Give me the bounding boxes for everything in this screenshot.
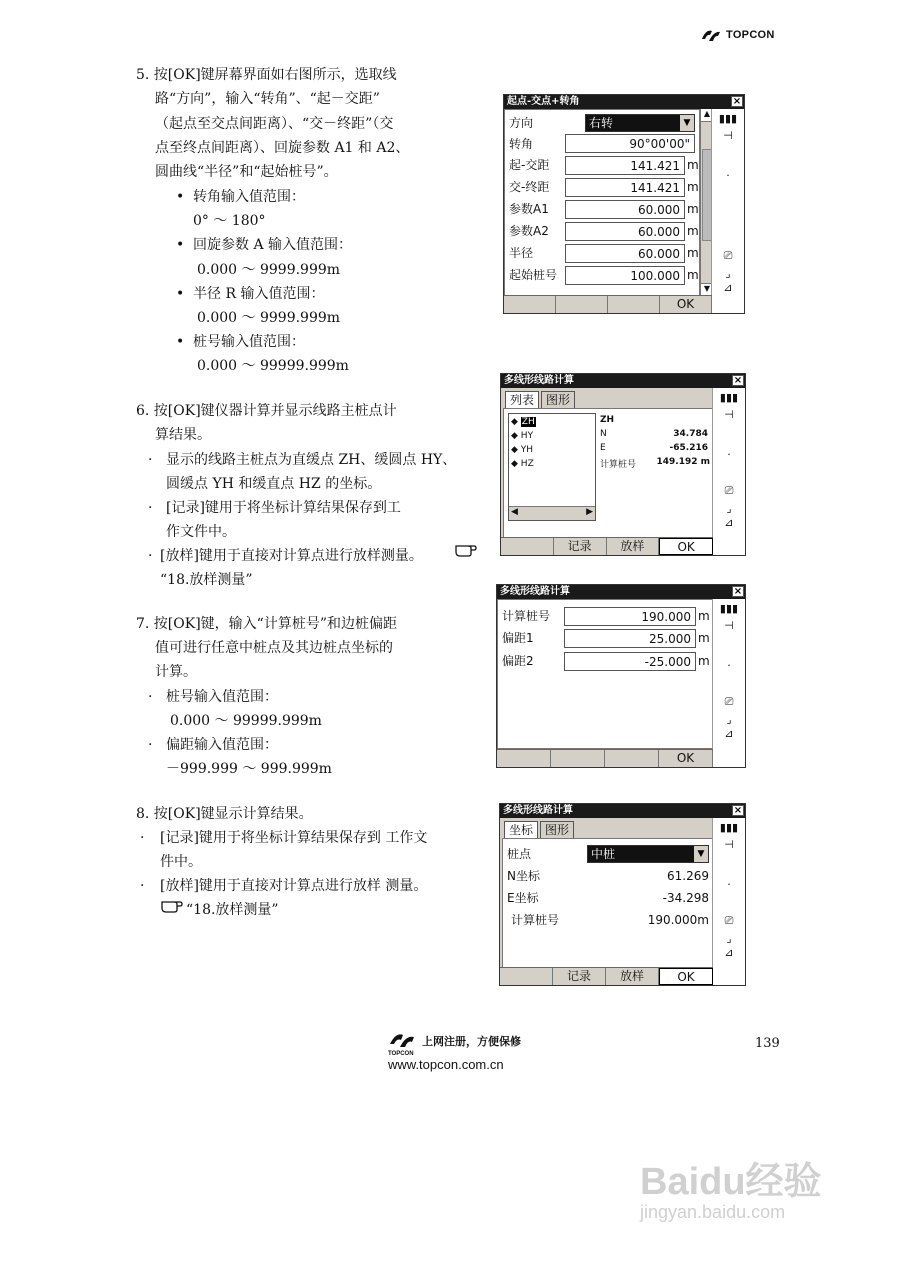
bullet-dot: · [148, 548, 153, 564]
battery-icon: ▮▮▮ [718, 112, 738, 125]
selected-point-name: ZH [600, 415, 615, 425]
close-icon[interactable]: × [733, 805, 743, 816]
list-item[interactable]: ◆ ZH [511, 417, 535, 427]
side-toolbar [711, 109, 744, 313]
value-calc-station: 190.000m [647, 913, 709, 927]
ok-button[interactable]: OK [659, 538, 713, 555]
unit-m: m [687, 224, 699, 238]
offset-1-input[interactable]: 25.000 [564, 629, 696, 648]
dialog-route-calc-coords [499, 803, 746, 986]
instrument-icon[interactable]: ⎚ [724, 914, 734, 927]
battery-icon: ▮▮▮ [719, 602, 739, 615]
bullet-dot: • [176, 189, 185, 205]
s8-bullet-2: [放样]键用于直接对计算点进行放样 测量。 [160, 878, 428, 894]
label-start-intersection: 起-交距 [509, 158, 550, 172]
s7-bullet-1: 桩号输入值范围： [166, 689, 278, 705]
bullet-dot: · [148, 689, 153, 705]
stakeout-button[interactable]: 放样 [607, 538, 660, 555]
record-button[interactable]: 记录 [554, 538, 607, 555]
footer-logo [388, 1030, 521, 1052]
bullet-dot: • [176, 286, 185, 302]
button-bar [500, 967, 713, 985]
tab-coords[interactable]: 坐标 [504, 821, 538, 838]
s5-line-2: 路“方向”，输入“转角”、“起－交距” [155, 91, 380, 107]
dialog-title: 多线形线路计算 [503, 805, 573, 816]
label-calc-station: 计算桩号 [511, 913, 560, 927]
s7-bullet-2-range: －999.999 ～ 999.999m [166, 761, 332, 777]
close-icon[interactable]: × [733, 375, 743, 386]
label-e: E [600, 443, 606, 453]
chevron-down-icon: ▼ [694, 846, 708, 862]
stakeout-button[interactable]: 放样 [606, 968, 659, 985]
dialog-title-bar [501, 374, 745, 388]
level-icon[interactable]: ⊣ [723, 129, 733, 142]
topcon-logo-icon [700, 27, 722, 43]
s5-bullet-3-range: 0.000 ～ 9999.999m [197, 310, 341, 326]
intersection-end-input[interactable]: 141.421 [565, 178, 685, 197]
value-e: -65.216 [669, 443, 708, 453]
label-calc-station: 计算桩号 [502, 609, 551, 623]
dot-icon: · [727, 878, 731, 891]
button-bar [504, 295, 712, 313]
list-item[interactable]: ◆ HZ [511, 459, 534, 469]
watermark-url: jingyan.baidu.com [640, 1202, 786, 1222]
result-panel [502, 838, 713, 968]
dialog-title: 多线形线路计算 [504, 375, 574, 386]
unit-m: m [698, 631, 710, 645]
battery-icon: ▮▮▮ [719, 821, 739, 834]
label-angle: 转角 [509, 137, 534, 151]
corner-icon[interactable]: ⌟ [725, 267, 731, 280]
tab-bar [504, 821, 574, 838]
s6-bullet-1b: 圆缓点 YH 和缓直点 HZ 的坐标。 [166, 476, 382, 492]
label-n: N [600, 429, 607, 439]
s6-bullet-3b: “18.放样测量” [160, 572, 253, 588]
direction-select[interactable] [585, 114, 695, 132]
s7-bullet-1-range: 0.000 ～ 99999.999m [170, 713, 322, 729]
value-station: 149.192 m [656, 457, 710, 467]
softkey-empty[interactable] [497, 750, 551, 767]
tab-bar [505, 391, 575, 408]
s5-bullet-2-title: 回旋参数 A 输入值范围： [193, 237, 353, 253]
s6-bullet-2: [记录]键用于将坐标计算结果保存到工 [166, 500, 401, 516]
s5-line-3: （起点至交点间距离）、“交－终距”（交 [155, 116, 394, 132]
bullet-dot: · [148, 500, 153, 516]
footer-brand-small: TOPCON [388, 1051, 414, 1057]
point-hz: HZ [520, 459, 534, 469]
dialog-route-calc-list [500, 373, 746, 556]
unit-m: m [698, 609, 710, 623]
bullet-dot: · [140, 830, 145, 846]
corner-icon[interactable]: ⌟ [726, 932, 732, 945]
s5-line-4: 点至终点间距离）、回旋参数 A1 和 A2、 [155, 140, 410, 156]
button-bar [497, 749, 713, 767]
dialog-route-calc-input [496, 584, 746, 768]
s5-bullet-4-title: 桩号输入值范围： [193, 334, 305, 350]
form-panel [497, 599, 713, 749]
level-icon[interactable]: ⊣ [724, 838, 734, 851]
button-bar [501, 537, 713, 555]
softkey-empty[interactable] [501, 538, 554, 555]
bullet-dot: • [176, 334, 185, 350]
softkey-empty[interactable] [608, 296, 660, 313]
form-panel [504, 109, 700, 296]
s5-bullet-3-title: 半径 R 输入值范围： [193, 286, 325, 302]
label-n-coord: N坐标 [507, 869, 540, 883]
softkey-empty[interactable] [556, 296, 608, 313]
s7-line-2: 值可进行任意中桩点及其边桩点坐标的 [155, 640, 393, 656]
a2-input[interactable]: 60.000 [565, 222, 685, 241]
bullet-dot: • [176, 237, 185, 253]
s6-bullet-2b: 作文件中。 [166, 524, 236, 540]
s6-bullet-1: 显示的线路主桩点为直缓点 ZH、缓圆点 HY、 [166, 452, 457, 468]
pointing-hand-icon [160, 896, 184, 914]
record-button[interactable]: 记录 [553, 968, 606, 985]
chevron-down-icon: ▼ [680, 115, 694, 131]
scroll-down-icon[interactable]: ▼ [701, 283, 713, 296]
dot-icon: · [727, 448, 731, 461]
battery-icon: ▮▮▮ [719, 391, 739, 404]
bullet-dot: · [140, 878, 145, 894]
side-toolbar [712, 818, 745, 985]
value-n: 34.784 [673, 429, 708, 439]
pen-icon[interactable]: ⊿ [724, 946, 734, 959]
s7-bullet-2: 偏距输入值范围： [166, 737, 278, 753]
list-item[interactable]: ◆ HY [511, 431, 534, 441]
s6-line-2: 算结果。 [155, 427, 211, 443]
dialog-title: 多线形线路计算 [500, 586, 570, 597]
scroll-up-icon[interactable]: ▲ [701, 109, 713, 122]
dialog-title-bar [500, 804, 745, 818]
value-n-coord: 61.269 [667, 869, 709, 883]
tab-graph[interactable]: 图形 [540, 821, 574, 838]
brand-text: TOPCON [726, 29, 775, 41]
calc-station-input[interactable]: 190.000 [564, 607, 696, 626]
s6-bullet-3: [放样]键用于直接对计算点进行放样测量。 [160, 548, 423, 564]
bullet-dot: · [148, 737, 153, 753]
direction-value: 右转 [589, 116, 614, 130]
label-offset-2: 偏距2 [502, 654, 534, 668]
instrument-icon[interactable]: ⎚ [724, 695, 734, 708]
close-icon[interactable]: × [732, 96, 742, 107]
s5-bullet-4-range: 0.000 ～ 99999.999m [197, 358, 349, 374]
tab-graph[interactable]: 图形 [541, 391, 575, 408]
label-station: 计算桩号 [600, 460, 637, 470]
topcon-logo [700, 24, 776, 46]
s5-bullet-1-title: 转角输入值范围： [193, 189, 305, 205]
bullet-dot: · [148, 452, 153, 468]
label-a1: 参数A1 [509, 202, 549, 216]
ok-button[interactable]: OK [660, 296, 712, 313]
label-direction: 方向 [509, 116, 534, 130]
point-hy: HY [520, 431, 534, 441]
point-list[interactable] [508, 413, 596, 521]
list-item[interactable]: ◆ YH [511, 445, 534, 455]
dot-icon: · [727, 659, 731, 672]
watermark-brand: Baidu经验 [640, 1161, 822, 1203]
softkey-empty[interactable] [551, 750, 605, 767]
side-toolbar [712, 599, 745, 767]
point-select[interactable] [587, 845, 709, 863]
dialog-title-bar [504, 95, 744, 109]
footer-slogan: 上网注册，方便保修 [422, 1036, 521, 1048]
a1-input[interactable]: 60.000 [565, 200, 685, 219]
label-point: 桩点 [507, 847, 532, 861]
pen-icon[interactable]: ⊿ [723, 281, 733, 294]
angle-input[interactable]: 90°00'00" [565, 134, 695, 153]
s5-bullet-2-range: 0.000 ～ 9999.999m [197, 262, 341, 278]
unit-m: m [698, 654, 710, 668]
h-scrollbar[interactable] [509, 506, 595, 520]
pen-icon[interactable]: ⊿ [724, 516, 734, 529]
ok-button[interactable]: OK [659, 750, 713, 767]
instrument-icon[interactable]: ⎚ [724, 484, 734, 497]
label-intersection-end: 交-终距 [509, 180, 550, 194]
label-start-station: 起始桩号 [509, 268, 558, 282]
s8-bullet-1b: 件中。 [160, 854, 202, 870]
dialog-title: 起点-交点+转角 [507, 96, 580, 107]
result-panel [503, 408, 713, 539]
label-e-coord: E坐标 [507, 891, 539, 905]
instrument-icon[interactable]: ⎚ [723, 249, 733, 262]
start-station-input[interactable]: 100.000 [565, 266, 685, 285]
offset-2-input[interactable]: -25.000 [564, 652, 696, 671]
dialog-start-intersection-turn [503, 94, 745, 314]
s8-bullet-2b: “18.放样测量” [186, 902, 279, 918]
unit-m: m [687, 246, 699, 260]
topcon-logo-icon [388, 1030, 418, 1052]
radius-input[interactable]: 60.000 [565, 244, 685, 263]
ok-button[interactable]: OK [659, 968, 713, 985]
s8-line-1: 8. 按[OK]键显示计算结果。 [136, 806, 313, 822]
softkey-empty[interactable] [500, 968, 553, 985]
unit-m: m [687, 202, 699, 216]
level-icon[interactable]: ⊣ [724, 408, 734, 421]
tab-list[interactable]: 列表 [505, 391, 539, 408]
corner-icon[interactable]: ⌟ [726, 713, 732, 726]
unit-m: m [687, 158, 699, 172]
side-toolbar [712, 388, 745, 555]
footer-url[interactable]: www.topcon.com.cn [388, 1057, 504, 1072]
point-yh: YH [520, 445, 534, 455]
level-icon[interactable]: ⊣ [724, 619, 734, 632]
s7-line-1: 7. 按[OK]键，输入“计算桩号”和边桩偏距 [136, 616, 397, 632]
label-offset-1: 偏距1 [502, 631, 534, 645]
label-a2: 参数A2 [509, 224, 549, 238]
page-number: 139 [755, 1036, 780, 1051]
s5-bullet-1-range: 0° ～ 180° [193, 213, 266, 229]
pen-icon[interactable]: ⊿ [724, 727, 734, 740]
dot-icon: · [726, 169, 730, 182]
s8-bullet-1: [记录]键用于将坐标计算结果保存到 工作文 [160, 830, 428, 846]
unit-m: m [687, 268, 699, 282]
softkey-empty[interactable] [504, 296, 556, 313]
s6-line-1: 6. 按[OK]键仪器计算并显示线路主桩点计 [136, 403, 397, 419]
s5-line-1: 5. 按[OK]键屏幕界面如右图所示，选取线 [136, 67, 397, 83]
scroll-left-icon[interactable]: ◀ [511, 507, 518, 517]
softkey-empty[interactable] [605, 750, 659, 767]
scroll-right-icon[interactable]: ▶ [586, 507, 593, 517]
close-icon[interactable]: × [733, 586, 743, 597]
point-value: 中桩 [591, 847, 616, 861]
start-intersection-input[interactable]: 141.421 [565, 156, 685, 175]
corner-icon[interactable]: ⌟ [726, 502, 732, 515]
s5-line-5: 圆曲线“半径”和“起始桩号”。 [155, 164, 338, 180]
pointing-hand-icon [454, 540, 478, 558]
value-e-coord: -34.298 [662, 891, 709, 905]
unit-m: m [687, 180, 699, 194]
label-radius: 半径 [509, 246, 534, 260]
dialog-title-bar [497, 585, 745, 599]
point-zh: ZH [521, 417, 535, 427]
s7-line-3: 计算。 [155, 664, 197, 680]
